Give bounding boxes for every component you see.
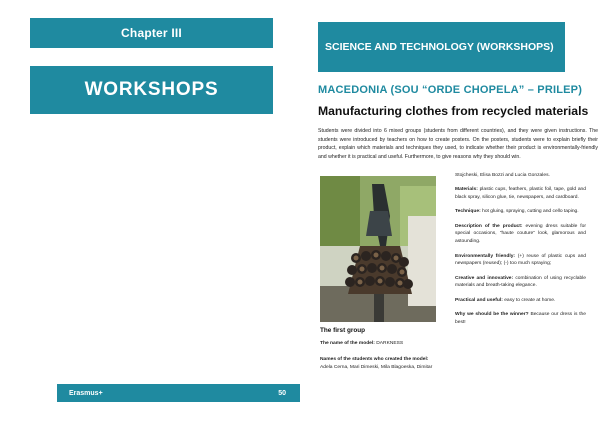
creative-value: combination of using recyclable materials and breath-taking elegance. bbox=[455, 275, 586, 289]
left-page bbox=[0, 0, 298, 424]
creative-label: Creative and innovative: bbox=[455, 275, 514, 281]
students-list bbox=[320, 356, 450, 371]
practical-value: easy to create at home. bbox=[504, 297, 556, 303]
product-details bbox=[455, 172, 586, 333]
dress-photo bbox=[320, 176, 436, 322]
intro-paragraph: Students were divided into 6 mixed groups (students from different countries), and they were given instructions. The students were introduced by teachers on how to create posters. On the posters, students were to explain briefly their product, explain which materials and techniques they used, to indicate whether their product is environmentally-friendly and whether it is practical and useful. Furthermore, to give reasons why they should win. bbox=[318, 128, 598, 160]
workshops-banner bbox=[30, 66, 273, 114]
winner-entry bbox=[455, 311, 586, 327]
description-entry bbox=[455, 223, 586, 246]
technique-value: hot gluing, spraying, cutting and cello taping. bbox=[482, 209, 579, 215]
winner-label: Why we should be the winner? bbox=[455, 312, 529, 318]
environment-value: (+) reuse of plastic cups and newspapers (reused); (-) too much spraying; bbox=[455, 253, 587, 267]
technique-label: Technique: bbox=[455, 209, 481, 215]
description-label: Description of the product: bbox=[455, 223, 523, 229]
footer-brand: Erasmus+ bbox=[69, 389, 103, 397]
students-value-line-1: Adela Cerna, Mari Dimeski, Mila Blagoeska, Dimitar bbox=[320, 364, 433, 370]
creative-entry bbox=[455, 275, 586, 291]
dress-photo-illustration bbox=[320, 176, 436, 322]
model-value: DARKNESS bbox=[376, 341, 404, 346]
materials-label: Materials: bbox=[455, 187, 478, 193]
section-banner bbox=[318, 22, 565, 72]
model-name bbox=[320, 340, 450, 347]
students-value-line-2: Stojcheski, Elisa Bozzi and Lucia Gonzales. bbox=[455, 173, 550, 178]
article-title: Manufacturing clothes from recycled materials bbox=[318, 104, 589, 118]
materials-value: plastic cups, feathers, plastic foil, tape, gold and black spray, silicon glue, tie, newspapers, and cardboard. bbox=[455, 187, 586, 201]
chapter-label: Chapter III bbox=[121, 26, 182, 40]
students-label: Names of the students who created the model: bbox=[320, 357, 429, 362]
page-footer bbox=[57, 384, 300, 402]
environment-label: Environmentally friendly: bbox=[455, 253, 516, 259]
section-title: SCIENCE AND TECHNOLOGY (WORKSHOPS) bbox=[325, 41, 554, 53]
right-page bbox=[302, 0, 600, 424]
chapter-title: WORKSHOPS bbox=[84, 79, 219, 100]
group-caption: The first group bbox=[320, 327, 366, 334]
description-value: evening dress suitable for special occasions, “haute couture” look, glamorous and astounding. bbox=[455, 223, 587, 245]
environment-entry bbox=[455, 253, 586, 269]
practical-label: Practical and useful: bbox=[455, 297, 503, 303]
country-heading: MACEDONIA (SOU “ORDE CHOPELA” – PRILEP) bbox=[318, 84, 583, 96]
materials-entry bbox=[455, 186, 586, 202]
technique-entry bbox=[455, 208, 586, 216]
chapter-banner bbox=[30, 18, 273, 48]
model-label: The name of the model: bbox=[320, 341, 375, 346]
practical-entry bbox=[455, 297, 586, 305]
page-number: 50 bbox=[278, 389, 286, 397]
winner-value: Because our dress is the best! bbox=[455, 312, 587, 325]
